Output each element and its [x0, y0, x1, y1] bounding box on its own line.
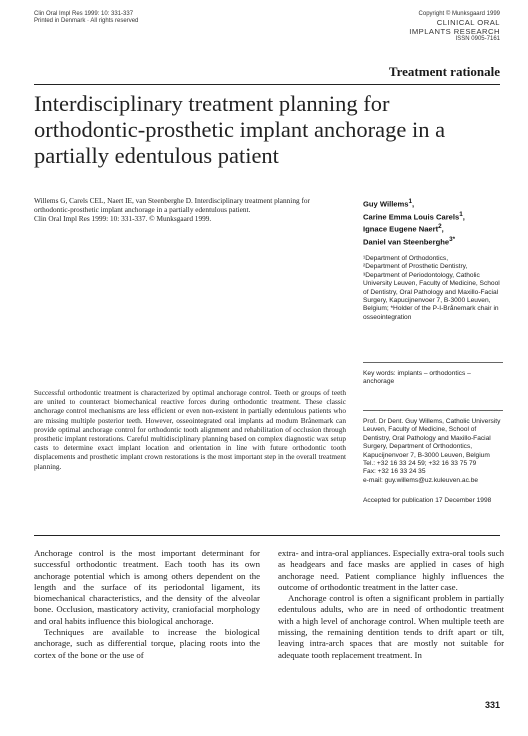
correspondence-address: [363, 418, 503, 485]
abstract: Successful orthodontic treatment is characterized by optimal anchorage control. Teeth or groups of teeth are united to counteract biomechanical reactive forces during orthodontic treatment. These classic anchorage control mechanisms are less efficient or even non-existent in partially edentulous patients who are missing multiple posterior teeth. However, osseointegrated oral implants ad modum Brånemark can provide optimal anchorage control for orthodontic tooth alignment and rehabilitation of occlusion through prosthetic implant restorations. Careful multidisciplinary planning based on complex diagnostic wax setup casts to determine exact implant location and orientation in line with future orthodontic tooth displacements and prosthetic implant crown restorations is the most important step in the overall treatment planning.: [34, 388, 346, 471]
correspondence-tel: Tel.: +32 16 33 24 59; +32 16 33 75 79: [363, 460, 477, 468]
author: Ignace Eugene Naert$^2$,: [363, 223, 444, 234]
correspondence-address-text: Prof. Dr Dent. Guy Willems, Catholic University Leuven, Faculty of Medicine, School of Dentistry, Oral Pathology and Maxillo-Facial Surgery, Department of Orthodontics, Kapucijnenvoer 7, B-3000 Leuven, Belgium: [363, 418, 501, 459]
author: Carine Emma Louis Carels$^1$,: [363, 210, 465, 222]
correspondence-fax: Fax: +32 16 33 24 35: [363, 468, 426, 476]
page-number: 331: [484, 700, 500, 710]
journal-name-line2: IMPLANTS RESEARCH: [409, 27, 500, 36]
article-citation: [34, 196, 346, 224]
abstract-divider: [34, 535, 500, 536]
sidebar-divider: [363, 410, 503, 411]
affiliation: ²Department of Prosthetic Dentistry,: [363, 263, 468, 271]
citation-text: Willems G, Carels CEL, Naert IE, van Steenberghe D. Interdisciplinary treatment planning for orthodontic-prosthetic implant anchorage in a partially edentulous patient.: [34, 196, 310, 215]
sidebar-divider: [363, 362, 503, 363]
journal-name-line1: CLINICAL ORAL: [436, 18, 500, 27]
citation-reference: Clin Oral Impl Res 1999: 10: 331-337. © Munksgaard 1999.: [34, 214, 212, 224]
header-divider: [34, 84, 500, 85]
header-printed-line: Printed in Denmark · All rights reserved: [34, 18, 139, 24]
body-paragraph: Anchorage control is the most important determinant for successful orthodontic treatment. Each tooth has its own anchorage potential which is among others dependent on the length and the surface of its periodontal ligament, its biomechanical characteristics, and the density of the alveolar bone. Occlusion, masticatory activity, craniofacial morphology and oral habits influence this biological anchorage.: [34, 548, 260, 626]
article-title: Interdisciplinary treatment planning for orthodontic-prosthetic implant anchorage in a partially edentulous patient: [34, 91, 446, 168]
author-affiliations: [363, 255, 503, 322]
affiliation: ³Department of Periodontology, Catholic University Leuven, Faculty of Medicine, School of Dentistry, Oral Pathology and Maxillo-Facial Surgery, Kapucijnenvoer 7, B-3000 Leuven, Belgium; *Holder of the P-I-Brånemark chair in osseointegration: [363, 271, 500, 321]
affiliation: ¹Department of Orthodontics,: [363, 255, 449, 262]
body-column-left: [34, 548, 260, 661]
author: Daniel van Steenberghe$^{3*}$: [363, 235, 456, 247]
journal-masthead: [330, 11, 500, 43]
copyright-line: Copyright © Munksgaard 1999: [418, 11, 500, 17]
author: Guy Willems$^1$,: [363, 198, 415, 209]
section-label: Treatment rationale: [388, 64, 500, 79]
keywords: Key words: implants – orthodontics – anchorage: [363, 370, 471, 386]
body-paragraph: Anchorage control is often a significant problem in partially edentulous adults, who are in need of orthodontic treatment with a high level of anchorage control. When multiple teeth are missing, the remaining dentition tends to drift apart or tilt, leaving intra-arch spaces that are mostly not suitable for adequate tooth replacement treatment. In: [278, 593, 504, 660]
journal-citation-header: [34, 11, 234, 25]
correspondence-email: e-mail: guy.willems@uz.kuleuven.ac.be: [363, 476, 479, 484]
body-paragraph: extra- and intra-oral appliances. Especially extra-oral tools such as headgears and face masks are applied in cases of high anchorage need. Patient compliance highly influences the outcome of orthodontic treatment in the latter case.: [278, 548, 504, 592]
author-list: [363, 197, 503, 247]
acceptance-date: Accepted for publication 17 December 1998: [363, 497, 492, 504]
header-citation-line: Clin Oral Impl Res 1999: 10: 331-337: [34, 11, 134, 17]
issn-line: ISSN 0905-7161: [455, 36, 500, 42]
body-column-right: [278, 548, 504, 661]
body-paragraph: Techniques are available to increase the biological anchorage, such as differential torque, placing roots into the cortex of the bone or the use of: [34, 627, 260, 660]
